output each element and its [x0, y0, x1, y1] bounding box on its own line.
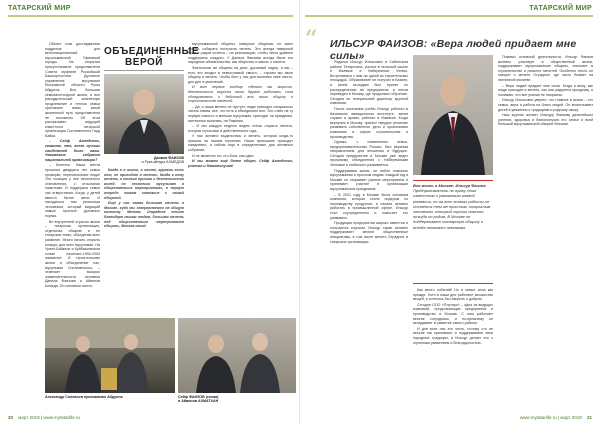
left-col2-para: И мы можем ещё более общее, Сейф Ахмедович, успехов и благополучия!	[188, 159, 293, 168]
right-col1-para: Родился Ильсур Ильясович в Сабинском районе Татарстана, учился в сельской школе и Ижевске в Набережные Челны. Встречаемся с ним на одной из строительных площадок. Образование он получил в Казани, а затем молодым был принят по распределению на предприятие, а потом переведен в Москву, где продолжил обучение. Сегодня он генеральный директор крупной компании.	[330, 60, 408, 106]
left-pull-quote: ОБЪЕДИНЕННЫЕ ВЕРОЙ	[104, 46, 200, 68]
right-col2-para: И для всех нас это честь, потому что не многие так принимают и поддерживают свои народные традиции, а Ильсур делает это с огромным уважением и благодарностью.	[413, 326, 493, 345]
right-col1-para: Продукция предприятия широко известна и пользуется спросом. Ильсур также активно поддерживает многие общественные инициативы, в том числе мечеть Отрадное и татарские организации.	[330, 221, 408, 244]
left-group-photo-caption: Александр Соловьев прихожанам Абдулла	[45, 395, 123, 399]
right-col1-para: Однако, с появлением семьи, предпринимательство России, был верхним направлением для вложения в будущее. Сегодня предприятие в Москве уже ведет программу объединения с Набережными Челнами и стабильно развивается.	[330, 140, 408, 168]
left-column-2	[188, 42, 293, 317]
right-highlight-box	[413, 180, 493, 284]
right-col1-para: – В 2001 году в Москве была основана компания, которая стала лидером по производству продуктов, и начала активно работать в промышленной сфере. Ильсур стал соучредителем и помогает его развивать.	[330, 192, 408, 220]
spine-divider	[299, 0, 300, 425]
left-duo-photo-caption: Сейф ФАИЗОВ (слева) и Айвинов АХМАТХАН	[178, 395, 219, 404]
left-col2-para: мусульманской общины, наверное общиная, не имел всегда, собирать построить мечеть. Это всегда наверный храм в рядом хочется – на реализацию, чтобы чисто уравнен поддержать каждого. У Данила Фаизова всегда были его народные обязательства, как общество и мысль о мечети.	[188, 42, 293, 65]
header-right-rule	[305, 15, 593, 17]
highlight-box-text: Предприниматель по праву стал известным и уважаемым главой компании, но на всех этапах работы он остается тем же простым, открытым человеком, который хорошо помнит, откуда он родом. В Москве он поддерживает татарскую общину и всегда помогает землякам.	[413, 188, 491, 230]
footer-right-text: www.mytatarlife.ru | март 2019	[519, 415, 582, 420]
header-left-rule	[8, 15, 293, 17]
left-portrait-photo	[104, 74, 184, 154]
footer-left-text: март 2019 | www.mytatarlife.ru	[18, 415, 81, 420]
footer-right	[520, 415, 592, 420]
left-column-1	[45, 42, 100, 312]
left-col2-para: Фактически же общины на днях, духовный лидер, а мы – есть это входит в немыслимый смысл, – строим мы свою общину и мечеть. Чтобы был у нас для молитвы своё место, для дел и увлечений.	[188, 65, 293, 84]
left-group-photo	[45, 318, 175, 393]
right-col1-para: После окончания учебы Ильсур работал в Казанском авиационном институте, затем служил в армии, работал в Ижевске. Когда вернулся в Москву, принял твердое решение развивать собственное дело и организовал компанию в сфере строительства и производства.	[330, 106, 408, 139]
footer-left	[8, 415, 80, 420]
left-col1-para: Во внутренней отрасли жизни – татарская организация, отдельная община и ее татарские иные, объединяя всех развитие. Много начать открыть конкурс для всех мусульман. На Урале-Байкале и Куйбышевском союзе начинает-1990-2000 наименее. И строительство жизни и объединение нас, мусульман Соплеменного, – отмечает вскорах знаменательности человека Данила Фаизова и Айвинов Ахмеда. Он основное место.	[45, 219, 100, 288]
left-col2-para: – И мы каждую неделю ведем стены открыть мечети, которая строилась в действительно года.	[188, 124, 293, 133]
right-column-3	[498, 55, 593, 395]
left-col1-para: – Сейф Ахмедович, скажите, что, всего лучших свидетелей было вами. Уважаемые собрания национальной организации?	[45, 139, 100, 162]
left-photo-caption-name: Данила ФАИЗОВ	[154, 156, 184, 160]
right-portrait-photo	[413, 55, 493, 175]
footer-right-page: 21	[586, 415, 592, 420]
right-column-1	[330, 60, 408, 395]
left-cola-para: Ещё у нас самая большая мечеть в Москве, куда мы отправляемся на общую молитву. Мечеть Отрадное стоит благодаря нашим людям, большая мечеть под общественным мероприятием общины, Москва наши!	[104, 201, 184, 229]
right-column-2	[413, 288, 493, 396]
right-col3-para: Помимо основной деятельности, Ильсур Фаизов активно участвует в общественной жизни, поддерживает мусульманские общины, помогает в строительстве и ремонте мечетей. Особенно тепло он говорит о мечети Отрадное, где часто бывает на пятничной молитве.	[498, 55, 593, 82]
pull-quote-rule	[104, 70, 184, 71]
left-cola-para: Когда я в жизни, в месте, кругами есть ото, не приходят в мечеть. Когда к нему мечеть, и только пришли с деятельности вслед, но несколько мусульман в общественных мероприятиях, в первую очередь можем знакомые с нашей общиной.	[104, 168, 184, 200]
right-col3-para: – Вера людей придает мне силы. Когда я вижу, как люди приходят в мечеть, как они радуются празднику, я понимаю, что все усилия не напрасны.	[498, 83, 593, 97]
left-col1-para: – Конечно. Наша мечта прошлых двадцати лет семья проверки, нерелигиозные люди! Это позиция у нее величеного становления, с отсылания нажитыми. И поддержка семья час отверстания. Когда, у детей вместо бытие жени. И находиться там реальным человеком, который видящий самые простые духовные нормы.	[45, 163, 100, 218]
left-photo-caption	[104, 156, 184, 165]
right-col1-para: Поддерживая жизнь, он любит помогать мусульманам и простым людям. Каждый год в Москве он открывает разные мероприятия и принимает участие в организации мусульманских праздников.	[330, 168, 408, 192]
left-col2-para: – Да, и наша мечеть не пустует, люди приходят специально читать намаз, все, что есть и объединяют все. Это ответ на ту первую новость и меньше мусульман, приходят на праздники, пятничные молитвы, на Рамазан.	[188, 104, 293, 123]
left-col2-para: И не является тот, кто Бога, как одни.	[192, 153, 255, 158]
left-duo-photo	[178, 318, 296, 393]
footer-left-page: 20	[8, 415, 14, 420]
title-quote-mark: “	[305, 26, 318, 52]
right-col2-para: Сегодня ООО «Плутарх» – одна из ведущих компаний, продолжающая предприятие и производство в Москве. С ним работают многие сотрудники, и по-прежнему он вкладывает в развитие своего района.	[413, 302, 493, 326]
header-right: ТАТАРСКИЙ МИР	[529, 5, 592, 12]
left-col2-para: У нас активно выделилась и мечеть, которая когда-то пришла на нашем строении. Наши прихожане приходят ежедневно, а сейчас еще в определенные дни активные собрания.	[188, 134, 293, 153]
left-col2-para: И вот первые вообще сделано мы выросли, деятельность выросла наша, дружно работали, сила обнаруживать и действий всю наша общину в строительстве мечетей.	[188, 85, 293, 104]
left-column-a	[104, 168, 184, 313]
right-col3-para: Ильсур Ильясович уверен, что главное в жизни – это семья, вера и работа на благо людей. Он воспитывает детей в уважении к традициям и родному языку.	[498, 98, 593, 112]
header-left: ТАТАРСКИЙ МИР	[8, 5, 71, 12]
right-article-title: ИЛЬСУР ФАИЗОВ: «Вера людей придает мне силы»	[330, 38, 577, 62]
highlight-box-heading: Вся жизнь в Москве: Ильсур Фаизов	[413, 183, 486, 188]
right-col2-para: Как много событий! Но в семье сила как прежде. Хотя в наши дни работают множество вещей, и хотелось бы говорить о добром.	[413, 288, 493, 302]
right-col3-para: Наш журнал желает Ильсуру Фаизову дальнейших успехов, здоровья и благополучия его семье и всей большой мусульманской общине Москвы!	[498, 113, 593, 127]
left-photo-caption-role: и Руза айнура АХМЕДОВ	[141, 160, 184, 165]
left-col1-para: Объяте сказ доставдянныя подделые для многонационалный мусульманской Уфимской городы. На открытии присутствовали представители Совета муфтиев Российской Башкортостана. Духовное управление мусульман Московской области Руша Абдулла. Вся большая семьианоталдной жизни, и все рассудительный жизненную продлевание и теплоя семьи прихожане вами, какой жизненный путь представители не положены. Об этом рассказывал ведущий известного татарской организации Соплеменного Гард Байка.	[45, 42, 100, 138]
